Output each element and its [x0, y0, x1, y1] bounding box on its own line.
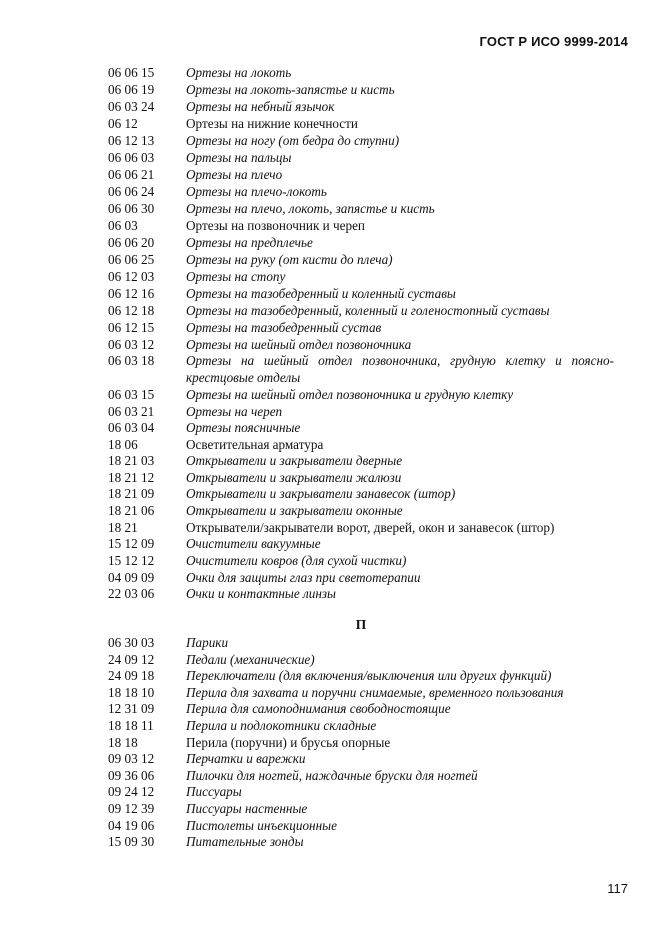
list-item: [108, 319, 628, 336]
entry-code: 06 03: [108, 218, 138, 233]
entry-name: Ортезы на шейный отдел позвоночника и грудную клетку: [186, 387, 514, 402]
entry-name: Ортезы на позвоночник и череп: [186, 218, 365, 233]
page-number: 117: [607, 881, 628, 896]
entry-name: Ортезы на тазобедренный и коленный суставы: [186, 286, 456, 301]
entry-code: 06 12: [108, 116, 138, 131]
entry-name: Ортезы на локоть-запястье и кисть: [186, 82, 395, 97]
entry-name: Парики: [186, 635, 229, 650]
list-item-continuation: [108, 369, 628, 386]
list-item: [108, 783, 628, 800]
list-item: [108, 535, 628, 552]
entry-name: Ортезы на стопу: [186, 269, 286, 284]
list-item: [108, 833, 628, 850]
entry-name: Ортезы на плечо, локоть, запястье и кисть: [186, 201, 435, 216]
list-item: [108, 569, 628, 586]
list-item: [108, 403, 628, 420]
list-item: [108, 436, 628, 453]
entry-name: Педали (механические): [186, 652, 315, 667]
entry-code: 06 06 21: [108, 167, 155, 182]
list-item: [108, 469, 628, 486]
list-item: [108, 700, 628, 717]
entry-name: Ортезы на пальцы: [186, 150, 292, 165]
entry-code: 18 21 09: [108, 486, 155, 501]
entry-code: 09 12 39: [108, 801, 155, 816]
entry-name: Открыватели и закрыватели жалюзи: [186, 470, 402, 485]
list-item: [108, 200, 628, 217]
entry-code: 06 03 24: [108, 99, 155, 114]
entry-code: 15 12 12: [108, 553, 155, 568]
list-item: [108, 251, 628, 268]
list-item: [108, 132, 628, 149]
entry-code: 22 03 06: [108, 586, 155, 601]
list-item: [108, 651, 628, 668]
entry-name: Ортезы на тазобедренный, коленный и голеностопный суставы: [186, 303, 550, 318]
entry-code: 06 12 18: [108, 303, 155, 318]
entry-name: Ортезы на шейный отдел позвоночника, грудную клетку и пояснo-: [186, 353, 614, 368]
entry-name: Открыватели и закрыватели оконные: [186, 503, 403, 518]
entry-code: 06 03 21: [108, 404, 155, 419]
list-item: [108, 64, 628, 81]
document-header: ГОСТ Р ИСО 9999-2014: [479, 34, 628, 49]
list-item: [108, 485, 628, 502]
entry-code: 06 12 13: [108, 133, 155, 148]
list-item: [108, 717, 628, 734]
list-item: [108, 519, 628, 536]
list-item: [108, 285, 628, 302]
section-heading-p: П: [355, 617, 367, 632]
entry-code: 18 18: [108, 735, 138, 750]
entry-code: 15 12 09: [108, 536, 155, 551]
list-item: [108, 552, 628, 569]
entry-code: 18 06: [108, 437, 138, 452]
list-item: [108, 817, 628, 834]
entry-code: 06 06 19: [108, 82, 155, 97]
entry-name: Питательные зонды: [186, 834, 304, 849]
entry-code: 06 12 15: [108, 320, 155, 335]
entry-name: Очистители вакуумные: [186, 536, 321, 551]
entry-name: Ортезы на ногу (от бедра до ступни): [186, 133, 400, 148]
list-item: [108, 684, 628, 701]
entry-code: 06 03 18: [108, 353, 155, 368]
entry-name: Открыватели и закрыватели дверные: [186, 453, 403, 468]
entry-name: Перчатки и варежки: [186, 751, 306, 766]
entry-name: Ортезы поясничные: [186, 420, 301, 435]
list-item: [108, 667, 628, 684]
list-item: [108, 336, 628, 353]
entry-name: Осветительная арматура: [186, 437, 324, 452]
entry-code: 06 06 20: [108, 235, 155, 250]
entry-name: Ортезы на плечо-локоть: [186, 184, 327, 199]
entry-code: 06 03 12: [108, 337, 155, 352]
list-item: [108, 115, 628, 132]
entry-code: 06 06 15: [108, 65, 155, 80]
entry-name: Переключатели (для включения/выключения или других функций): [186, 668, 552, 683]
list-item: [108, 734, 628, 751]
entry-code: 18 18 11: [108, 718, 154, 733]
entry-code: 09 03 12: [108, 751, 155, 766]
list-item: [108, 234, 628, 251]
list-item: [108, 183, 628, 200]
entry-name-continuation: крестцовые отделы: [186, 370, 301, 385]
entry-code: 06 12 03: [108, 269, 155, 284]
entry-name: Ортезы на тазобедренный сустав: [186, 320, 382, 335]
entry-name: Открыватели/закрыватели ворот, дверей, окон и занавесок (штор): [186, 520, 555, 535]
entry-code: 18 21 06: [108, 503, 155, 518]
entry-name: Ортезы на плечо: [186, 167, 283, 182]
list-item: [108, 419, 628, 436]
list-item: [108, 149, 628, 166]
entry-name: Ортезы на предплечье: [186, 235, 313, 250]
list-item: [108, 750, 628, 767]
list-item: [108, 585, 628, 602]
entry-name: Пилочки для ногтей, наждачные бруски для ногтей: [186, 768, 478, 783]
entry-code: 15 09 30: [108, 834, 155, 849]
list-item: [108, 217, 628, 234]
entry-code: 04 09 09: [108, 570, 155, 585]
entry-name: Ортезы на небный язычок: [186, 99, 335, 114]
entry-name: Ортезы на руку (от кисти до плеча): [186, 252, 393, 267]
list-item: [108, 767, 628, 784]
entry-name: Перила для захвата и поручни снимаемые, временного пользования: [186, 685, 564, 700]
entry-name: Ортезы на шейный отдел позвоночника: [186, 337, 412, 352]
entry-name: Перила для самоподнимания свободностоящие: [186, 701, 451, 716]
entry-code: 04 19 06: [108, 818, 155, 833]
entry-code: 09 36 06: [108, 768, 155, 783]
entry-code: 06 12 16: [108, 286, 155, 301]
entry-name: Ортезы на нижние конечности: [186, 116, 358, 131]
entry-code: 06 03 15: [108, 387, 155, 402]
entry-name: Писсуары: [186, 784, 242, 799]
entry-code: 06 06 24: [108, 184, 155, 199]
entry-code: 18 21: [108, 520, 138, 535]
entry-code: 06 06 03: [108, 150, 155, 165]
entry-name: Перила и подлокотники складные: [186, 718, 377, 733]
entry-code: 18 21 03: [108, 453, 155, 468]
entry-name: Пистолеты инъекционные: [186, 818, 337, 833]
entry-name: Очки и контактные линзы: [186, 586, 336, 601]
entry-name: Ортезы на череп: [186, 404, 283, 419]
entry-code: 24 09 18: [108, 668, 155, 683]
entry-name: Перила (поручни) и брусья опорные: [186, 735, 391, 750]
entry-code: 06 03 04: [108, 420, 155, 435]
list-item: [108, 386, 628, 403]
entry-code: 06 30 03: [108, 635, 155, 650]
list-item: [108, 452, 628, 469]
list-item: [108, 634, 628, 651]
entry-name: Очистители ковров (для сухой чистки): [186, 553, 407, 568]
list-item: [108, 81, 628, 98]
list-item: [108, 302, 628, 319]
entry-code: 06 06 30: [108, 201, 155, 216]
list-item: [108, 502, 628, 519]
entry-code: 12 31 09: [108, 701, 155, 716]
list-item: [108, 352, 628, 369]
list-item: [108, 268, 628, 285]
list-item: [108, 166, 628, 183]
entry-code: 09 24 12: [108, 784, 155, 799]
entry-name: Ортезы на локоть: [186, 65, 292, 80]
entry-name: Очки для защиты глаз при светотерапии: [186, 570, 421, 585]
entry-code: 24 09 12: [108, 652, 155, 667]
entry-code: 18 21 12: [108, 470, 155, 485]
entry-name: Открыватели и закрыватели занавесок (штор): [186, 486, 456, 501]
list-item: [108, 800, 628, 817]
entry-code: 06 06 25: [108, 252, 155, 267]
entry-code: 18 18 10: [108, 685, 155, 700]
list-item: [108, 98, 628, 115]
entry-name: Писсуары настенные: [186, 801, 308, 816]
